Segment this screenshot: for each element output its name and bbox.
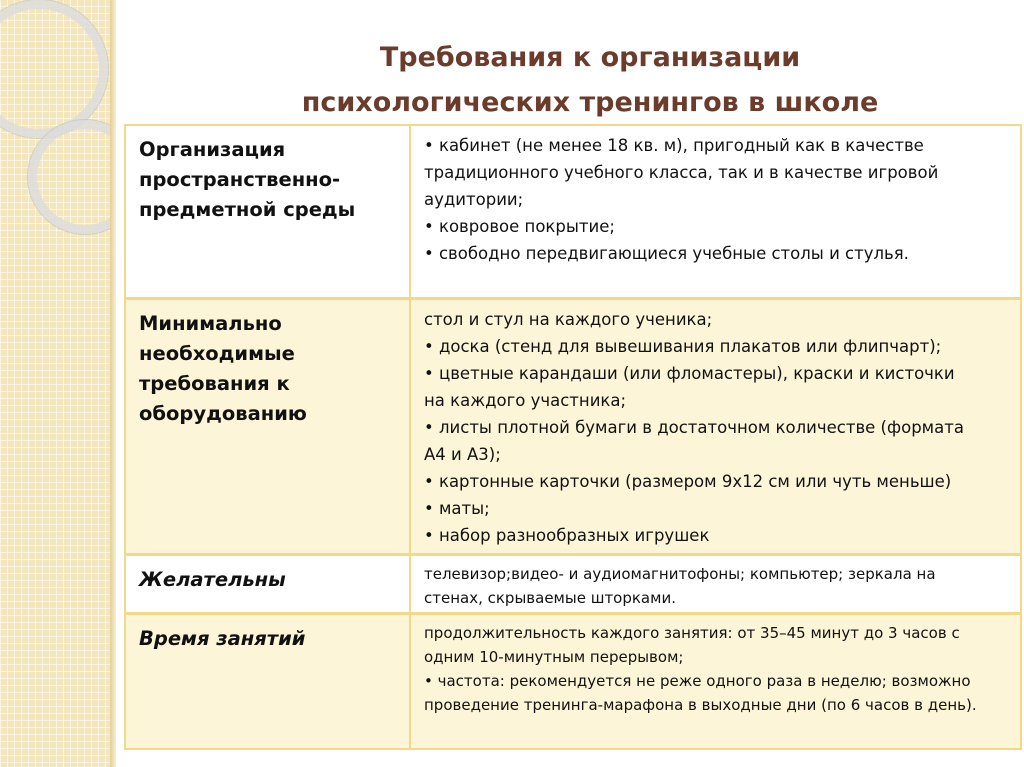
row-label [127, 301, 408, 429]
row-description-cell [410, 125, 1021, 298]
table-row-equipment [125, 298, 1021, 554]
description-line: продолжительность каждого занятия: от 35–45 минут до 3 часов с [424, 623, 960, 642]
description-line: традиционного учебного класса, так и в качестве игровой [424, 163, 939, 182]
row-label [127, 127, 408, 225]
table-row-environment [125, 125, 1021, 298]
description-line: стенах, скрываемые шторками. [424, 588, 676, 607]
description-line: аудитории; [424, 190, 524, 209]
table-row-desirable [125, 554, 1021, 613]
description-line: • картонные карточки (размером 9х12 см или чуть меньше) [424, 471, 952, 491]
row-description [412, 557, 1019, 610]
decorative-side-band [0, 0, 110, 767]
description-line: проведение тренинга-марафона в выходные дни (по 6 часов в день). [424, 695, 977, 714]
row-label-line: Организация [139, 138, 286, 161]
row-label-line: Время занятий [139, 626, 306, 650]
slide-title-line-2: психологических тренингов в школе [301, 87, 879, 118]
requirements-table [124, 124, 1022, 750]
row-description-cell [410, 613, 1021, 749]
row-label [127, 616, 408, 654]
row-label [127, 557, 408, 595]
description-line: • частота: рекомендуется не реже одного раза в неделю; возможно [424, 671, 971, 690]
row-description-cell [410, 298, 1021, 554]
description-line: стол и стул на каждого ученика; [424, 309, 713, 329]
row-label-line: требования к [139, 371, 290, 395]
description-line: • маты; [424, 498, 490, 518]
description-line: • цветные карандаши (или фломастеры), краски и кисточки [424, 363, 955, 383]
row-description-cell [410, 554, 1021, 613]
row-label-cell [125, 298, 410, 554]
description-line: А4 и А3); [424, 444, 501, 464]
slide-title [160, 35, 1020, 125]
table-row-schedule [125, 613, 1021, 749]
row-label-line: предметной среды [139, 198, 356, 221]
row-label-line: необходимые [139, 341, 295, 365]
row-label-cell [125, 554, 410, 613]
description-line: на каждого участника; [424, 390, 627, 410]
description-line: • листы плотной бумаги в достаточном количестве (формата [424, 417, 964, 437]
slide-title-line-1: Требования к организации [379, 42, 801, 73]
row-label-line: Желательны [139, 567, 286, 591]
row-description [412, 127, 1019, 267]
decorative-ring-top [0, 0, 108, 138]
description-line: одним 10-минутным перерывом; [424, 647, 684, 666]
description-line: • ковровое покрытие; [424, 217, 615, 236]
description-line: • доска (стенд для вывешивания плакатов или флипчарт); [424, 336, 942, 356]
row-label-cell [125, 613, 410, 749]
row-label-line: оборудованию [139, 401, 307, 425]
row-label-line: Минимально [139, 311, 282, 335]
row-description [412, 301, 1019, 549]
description-line: • кабинет (не менее 18 кв. м), пригодный как в качестве [424, 136, 924, 155]
row-label-line: пространственно- [139, 168, 341, 191]
description-line: телевизор;видео- и аудиомагнитофоны; компьютер; зеркала на [424, 564, 936, 583]
row-description [412, 616, 1019, 717]
side-band-edge [110, 0, 116, 767]
description-line: • свободно передвигающиеся учебные столы и стулья. [424, 244, 909, 263]
row-label-cell [125, 125, 410, 298]
description-line: • набор разнообразных игрушек [424, 525, 710, 545]
